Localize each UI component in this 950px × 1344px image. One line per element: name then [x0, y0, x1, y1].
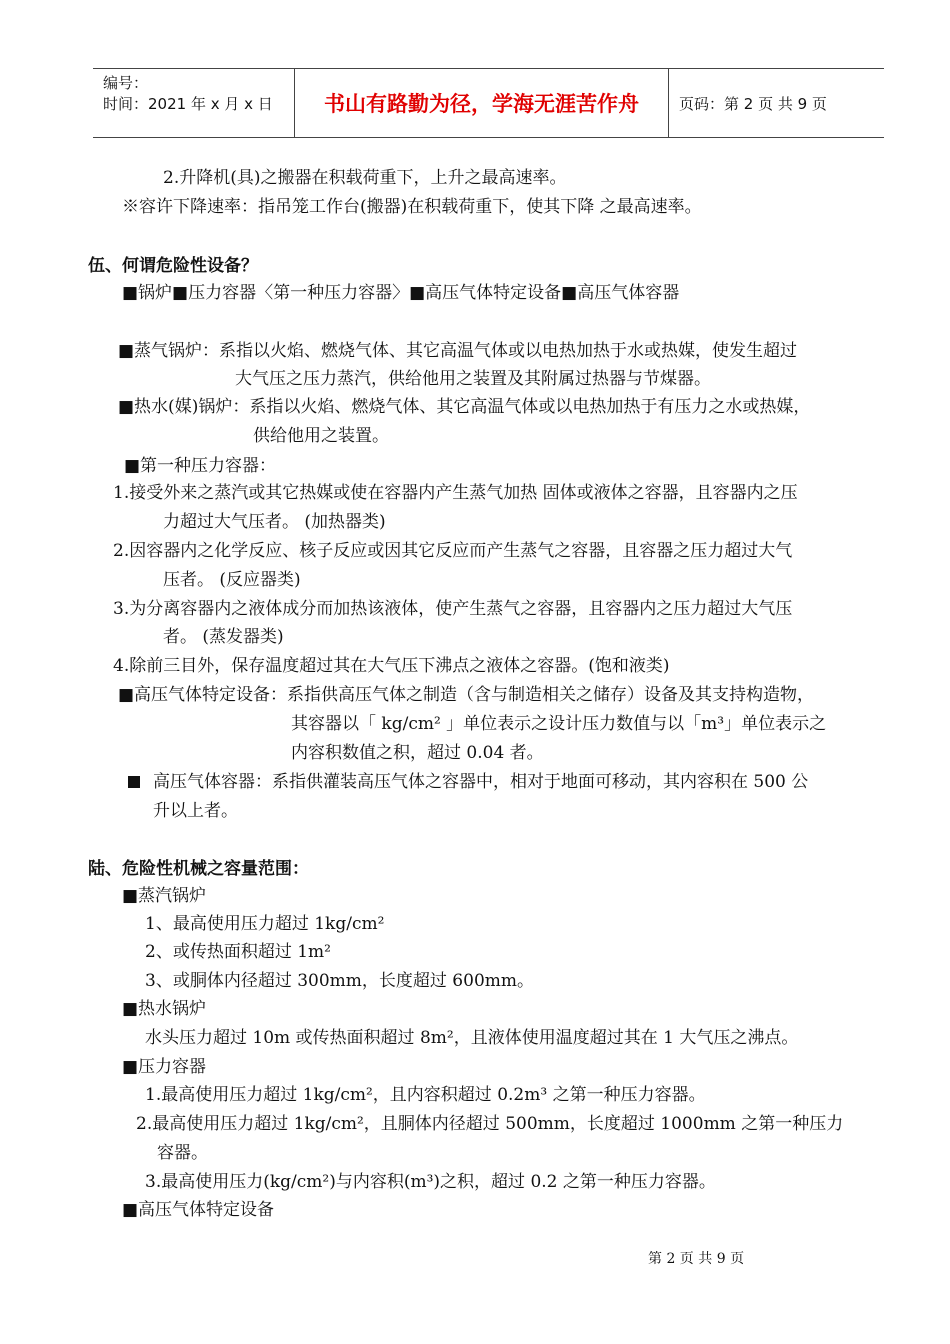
page-header	[93, 68, 884, 138]
text-line: 4.除前三目外，保存温度超过其在大气压下沸点之液体之容器。(饱和液类)	[113, 656, 670, 676]
serial-label: 编号：	[103, 74, 149, 92]
text-line: ■压力容器	[122, 1057, 207, 1077]
time-label: 时间：2021 年 x 月 x 日	[103, 95, 273, 113]
text-line: 大气压之压力蒸汽，供给他用之装置及其附属过热器与节煤器。	[235, 369, 711, 389]
square-bullet-icon	[128, 776, 140, 788]
text-line: 3.最高使用压力(kg/cm²)与内容积(m³)之积，超过 0.2 之第一种压力容器。	[145, 1172, 716, 1192]
text-line: ■蒸汽锅炉	[122, 886, 207, 906]
text-line: ※容许下降速率：指吊笼工作台(搬器)在积载荷重下，使其下降 之最高速率。	[122, 197, 702, 217]
text-line: 高压气体容器：系指供灌装高压气体之容器中，相对于地面可移动，其内容积在 500 公	[153, 772, 809, 792]
text-line: ■第一种压力容器：	[124, 456, 277, 476]
text-line: 3、或胴体内径超过 300mm，长度超过 600mm。	[145, 971, 534, 991]
text-line: 其容器以「 kg/cm² 」单位表示之设计压力数值与以「m³」单位表示之	[291, 714, 827, 734]
text-line: 者。 (蒸发器类)	[163, 627, 284, 647]
text-line: 3.为分离容器内之液体成分而加热该液体，使产生蒸气之容器，且容器内之压力超过大气压	[113, 599, 793, 619]
text-line: ■热水锅炉	[122, 999, 207, 1019]
header-page-number: 页码：第 2 页 共 9 页	[679, 94, 827, 113]
text-line: 1、最高使用压力超过 1kg/cm²	[145, 914, 385, 934]
text-line: 1.接受外来之蒸汽或其它热媒或使在容器内产生蒸气加热 固体或液体之容器，且容器内之压	[113, 483, 798, 503]
section-heading: 陆、危险性机械之容量范围：	[88, 859, 309, 879]
text-line: 2、或传热面积超过 1m²	[145, 942, 331, 962]
text-line: ■热水(媒)锅炉：系指以火焰、燃烧气体、其它高温气体或以电热加热于有压力之水或热媒，	[118, 397, 811, 417]
text-line: 2.升降机(具)之搬器在积载荷重下，上升之最高速率。	[163, 168, 567, 188]
text-line: 容器。	[157, 1143, 208, 1163]
header-motto: 书山有路勤为径，学海无涯苦作舟	[294, 69, 669, 137]
text-line: 1.最高使用压力超过 1kg/cm²，且内容积超过 0.2m³ 之第一种压力容器。	[145, 1085, 706, 1105]
page-footer: 第 2 页 共 9 页	[648, 1251, 745, 1267]
text-line: 升以上者。	[153, 801, 238, 821]
text-line: ■高压气体特定设备：系指供高压气体之制造（含与制造相关之储存）设备及其支持构造物，	[118, 685, 815, 705]
text-line: ■蒸气锅炉：系指以火焰、燃烧气体、其它高温气体或以电热加热于水或热媒，使发生超过	[118, 341, 798, 361]
text-line: ■高压气体特定设备	[122, 1200, 275, 1220]
text-line: 2.最高使用压力超过 1kg/cm²，且胴体内径超过 500mm，长度超过 1000mm 之第一种压力	[136, 1114, 844, 1134]
text-line: 水头压力超过 10m 或传热面积超过 8m²，且液体使用温度超过其在 1 大气压之沸点。	[145, 1028, 799, 1048]
section-heading: 伍、何谓危险性设备？	[88, 256, 258, 276]
header-meta	[103, 73, 293, 115]
text-line: 力超过大气压者。 (加热器类)	[163, 512, 386, 532]
text-line: ■锅炉■压力容器〈第一种压力容器〉■高压气体特定设备■高压气体容器	[122, 283, 680, 303]
text-line: 内容积数值之积，超过 0.04 者。	[291, 743, 544, 763]
text-line: 2.因容器内之化学反应、核子反应或因其它反应而产生蒸气之容器，且容器之压力超过大气	[113, 541, 793, 561]
text-line: 供给他用之装置。	[253, 426, 389, 446]
text-line: 压者。 (反应器类)	[163, 570, 301, 590]
